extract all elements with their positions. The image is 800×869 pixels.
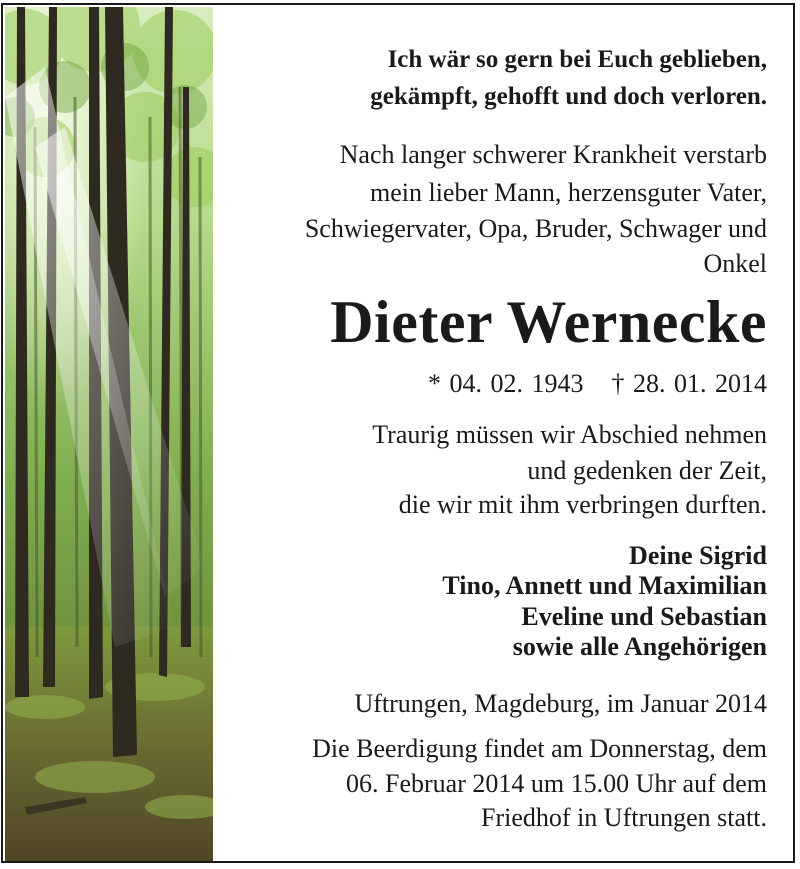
- death-date: † 28. 01. 2014: [611, 369, 767, 398]
- deceased-name: Dieter Wernecke: [330, 289, 767, 355]
- funeral-line: Friedhof in Uftrungen statt.: [481, 803, 767, 832]
- funeral-line: Die Beerdigung findet am Donnerstag, dem: [312, 734, 767, 763]
- announcement-line: mein lieber Mann, herzensguter Vater,: [370, 178, 767, 207]
- mourning-line: Traurig müssen wir Abschied nehmen: [372, 420, 767, 449]
- mourner-line: Tino, Annett und Maximilian: [442, 571, 767, 600]
- mourning-line: die wir mit ihm verbringen durften.: [398, 490, 767, 519]
- forest-image: [5, 7, 213, 863]
- funeral-line: 06. Februar 2014 um 15.00 Uhr auf dem: [346, 769, 767, 798]
- birth-date: * 04. 02. 1943: [428, 369, 584, 398]
- announcement-line: Onkel: [703, 249, 767, 278]
- mourner-line: sowie alle Angehörigen: [512, 632, 767, 661]
- life-dates: [428, 368, 767, 400]
- announcement-line: Nach langer schwerer Krankheit verstarb: [339, 140, 767, 169]
- motto-line: Ich wär so gern bei Euch geblieben,: [387, 46, 767, 73]
- mourner-line: Eveline und Sebastian: [521, 602, 767, 631]
- obituary-text: [215, 5, 767, 863]
- mourner-line: Deine Sigrid: [629, 541, 767, 570]
- place-date: Uftrungen, Magdeburg, im Januar 2014: [354, 689, 767, 718]
- obituary-notice: [1, 3, 795, 863]
- mourning-line: und gedenken der Zeit,: [527, 456, 767, 485]
- motto-line: gekämpft, gehofft und doch verloren.: [370, 83, 767, 110]
- announcement-line: Schwiegervater, Opa, Bruder, Schwager und: [304, 214, 767, 243]
